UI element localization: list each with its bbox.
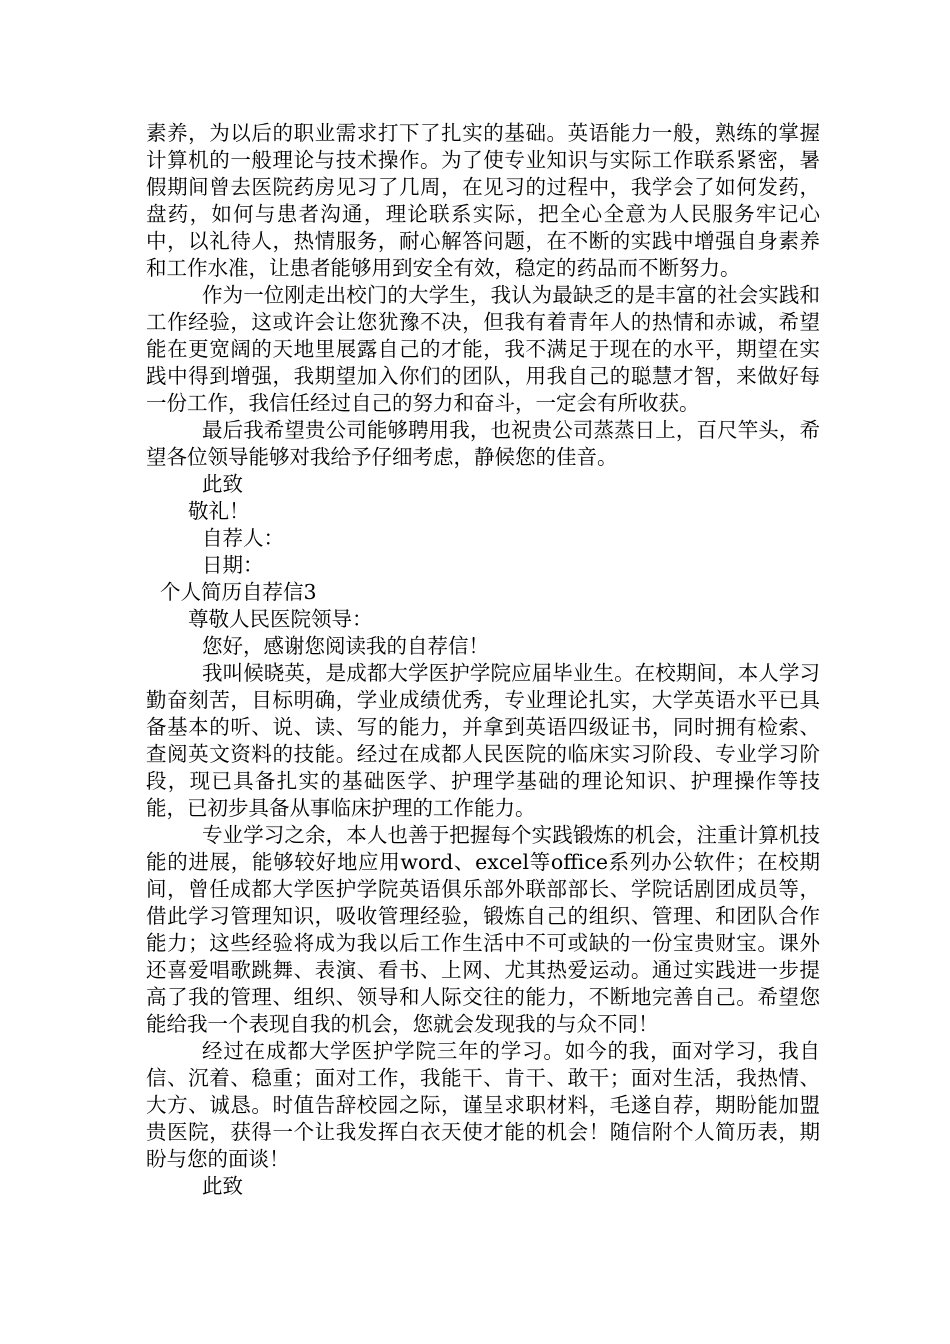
paragraph-2: 作为一位刚走出校门的大学生，我认为最缺乏的是丰富的社会实践和工作经验，这或许会让您犹豫不决，但我有着青年人的热情和赤诚，希望能在更宽阔的天地里展露自己的才能，我不满足于现在的水平，期望在实践中得到增强，我期望加入你们的团队，用我自己的聪慧才智，来做好每一份工作，我信任经过自己的努力和奋斗，一定会有所收获。 xyxy=(146,283,820,415)
letter3-closing-line: 此致 xyxy=(202,1174,243,1198)
date-line: 日期： xyxy=(202,553,264,577)
signature-line: 自荐人： xyxy=(202,526,284,550)
section-title: 个人简历自荐信3 xyxy=(160,580,317,604)
opening-line: 您好，感谢您阅读我的自荐信！ xyxy=(202,634,489,658)
letter3-paragraph-3: 经过在成都大学医护学院三年的学习。如今的我，面对学习，我自信、沉着、稳重；面对工作，我能干、肯干、敢干；面对生活，我热情、大方、诚恳。时值告辞校园之际，谨呈求职材料，毛遂自荐，期盼能加盟贵医院，获得一个让我发挥白衣天使才能的机会！随信附个人简历表，期盼与您的面谈！ xyxy=(146,1039,820,1171)
paragraph-3: 最后我希望贵公司能够聘用我，也祝贵公司蒸蒸日上，百尺竿头，希望各位领导能够对我给予仔细考虑，静候您的佳音。 xyxy=(146,418,820,469)
letter3-paragraph-1: 我叫候晓英，是成都大学医护学院应届毕业生。在校期间，本人学习勤奋刻苦，目标明确，学业成绩优秀，专业理论扎实，大学英语水平已具备基本的听、说、读、写的能力，并拿到英语四级证书，同时拥有检索、查阅英文资料的技能。经过在成都人民医院的临床实习阶段、专业学习阶段，现已具备扎实的基础医学、护理学基础的理论知识、护理操作等技能，已初步具备从事临床护理的工作能力。 xyxy=(146,661,820,820)
closing-line: 此致 xyxy=(202,472,243,496)
salute-line: 敬礼！ xyxy=(188,499,250,523)
paragraph-continued: 素养，为以后的职业需求打下了扎实的基础。英语能力一般，熟练的掌握计算机的一般理论与技术操作。为了使专业知识与实际工作联系紧密，暑假期间曾去医院药房见习了几周，在见习的过程中，我学会了如何发药，盘药，如何与患者沟通，理论联系实际，把全心全意为人民服务牢记心中，以礼待人，热情服务，耐心解答问题，在不断的实践中增强自身素养和工作水准，让患者能够用到安全有效，稳定的药品而不断努力。 xyxy=(146,121,820,280)
document-page xyxy=(146,120,820,1200)
letter3-paragraph-2: 专业学习之余，本人也善于把握每个实践锻炼的机会，注重计算机技能的进展，能够较好地应用word、excel等office系列办公软件；在校期间，曾任成都大学医护学院英语俱乐部外联部部长、学院话剧团成员等，借此学习管理知识，吸收管理经验，锻炼自己的组织、管理、和团队合作能力；这些经验将成为我以后工作生活中不可或缺的一份宝贵财宝。课外还喜爱唱歌跳舞、表演、看书、上网、尤其热爱运动。通过实践进一步提高了我的管理、组织、领导和人际交往的能力，不断地完善自己。希望您能给我一个表现自我的机会，您就会发现我的与众不同！ xyxy=(146,823,820,1036)
greeting-line: 尊敬人民医院领导： xyxy=(188,607,373,631)
